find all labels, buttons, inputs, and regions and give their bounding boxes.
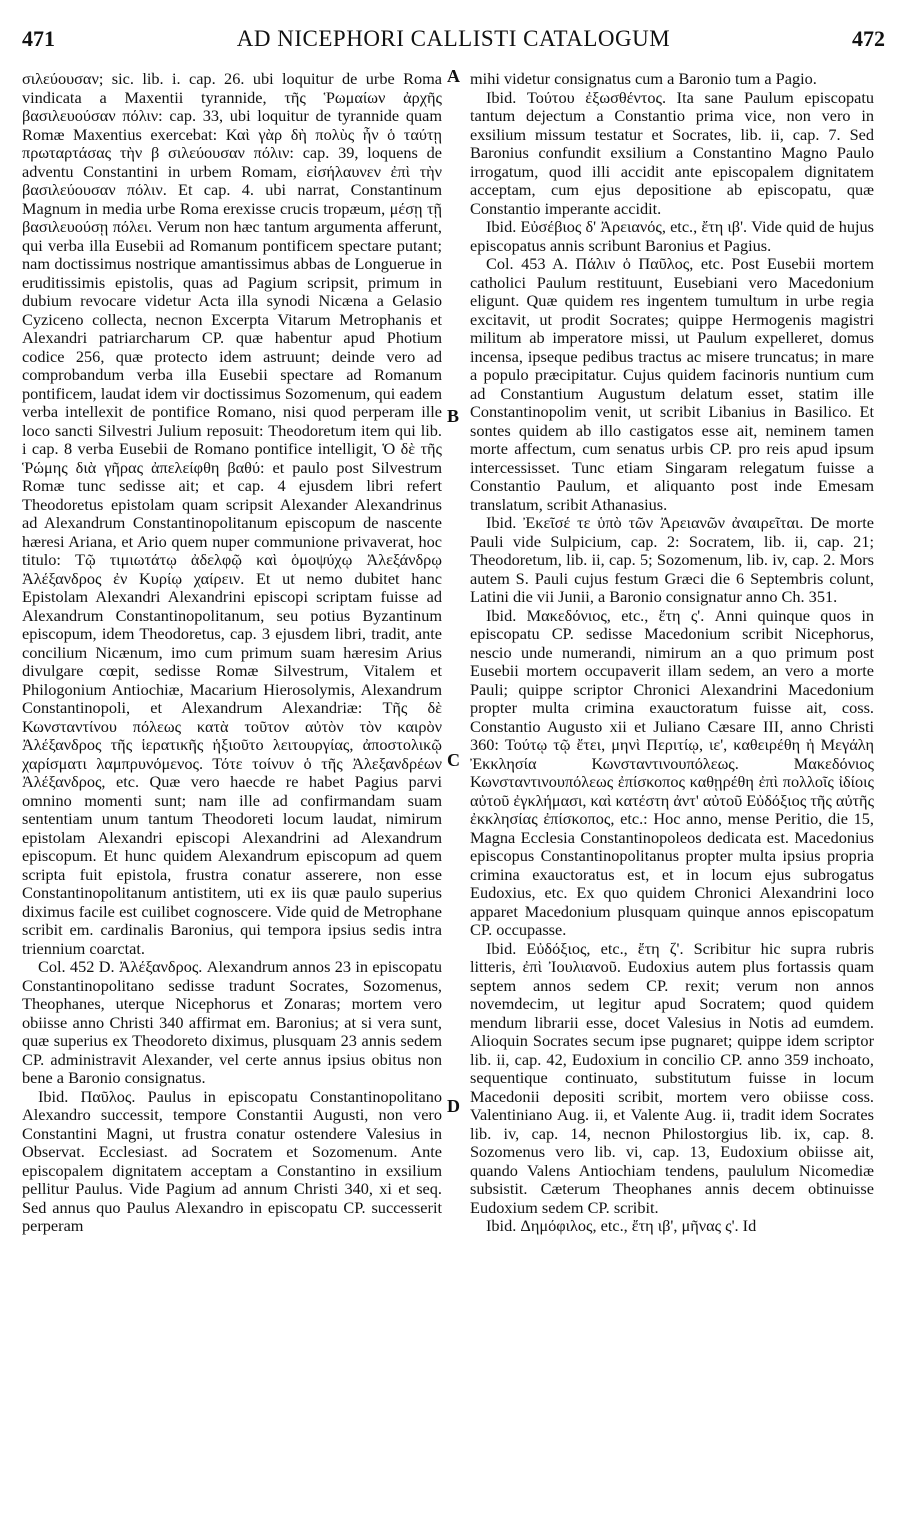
left-paragraph: σιλεύουσαν; sic. lib. i. cap. 26. ubi loquitur de urbe Roma vindicata a Maxentii tyrannide, τῆς Ῥωμαίων ἀρχῆς βασιλευούσαν πόλιν: cap. 33, ubi loquitur de tyrannide quam Romæ Maxentius exercebat: Καὶ γὰρ δὴ πολὺς ἦν ὁ ταύτῃ πρωταρτάσας τὴν β σιλεύουσαν πόλιν: cap. 39, loquens de adventu Constantini in urbem Romam, εἰσήλαυνεν ἐπὶ τὴν βασιλεύουσαν πόλιν. Et cap. 4. ubi narrat, Constantinum Magnum in media urbe Roma erexisse crucis tropæum, μέσῃ τῇ βασιλευούσῃ πόλει. Verum non hæc tantum argumenta afferunt, qui verba illa Eusebii ad Romanum pontificem spectare putant; nam doctissimus nostrique amantissimus abbas de Longuerue in eruditissimis epistolis, quas ad Pagium scripsit, primum in dubium revocare videtur Acta illa synodi Nicæna a Gelasio Cyziceno collecta, necnon Excerpta Vitarum Metrophanis et Alexandri patriarcharum CP. quæ habentur apud Photium codice 256, quæ protecto idem astruunt; deinde vero ad comprobandum verba illa Eusebii spectare ad Romanum pontificem, laudat idem vir doctissimus Sozomenum, qui eadem verba intellexit de pontifice Romano, nisi quod perperam ille loco sancti Silvestri Julium reposuit: Theodoretum item qui lib. i cap. 8 verba Eusebii de Romano pontifice intelligit, Ὁ δὲ τῆς Ῥώμης διὰ γῆρας ἀπελείφθη βαθύ: et paulo post Silvestrum Romæ tunc sedisse ait; et cap. 4 ejusdem libri refert Theodoretus epistolam quam scripsit Alexander Alexandrinus ad Alexandrum Constantinopolitanum episcopum de nascente hæresi Ariana, et Ario quem nuper communione privaverat, hoc titulo: Τῷ τιμιωτάτῳ ἀδελφῷ καὶ ὁμοψύχῳ Ἀλεξάνδρῳ Ἀλέξανδρος ἐν Κυρίῳ χαίρειν. Et ut nemo dubitet hanc Epistolam Alexandri Alexandrini episcopi scriptam fuisse ad Alexandrum Constantinopolitanum, seu potius Byzantinum episcopum, idem Theodoretus, cap. 3 ejusdem libri, tradit, ante concilium Nicænum, imo cum primum suam hæresim Arius divulgare cœpit, sedisse Romæ Silvestrum, Vitalem et Philogonium Antiochiæ, Macarium Hierosolymis, Alexandrum Constantinopoli, et Alexandrum Alexandriæ: Τῆς δὲ Κωνσταντίνου πόλεως κατὰ τοῦτον αὐτὸν τὸν καιρὸν Ἀλέξανδρος τῆς ἱερατικῆς ἡξιοῦτο λειτουργίας, ἀποστολικῷ χαρίσματι λαμπρυνόμενος. Τότε τοίνυν ὁ τῆς Ἀλεξανδρέων Ἀλέξανδρος, etc. Quæ vero haecde re habet Pagius parvi omnino momenti sunt; nam ille ad confirmandam suam sententiam unum tantum Theodoreti locum laudat, nimirum epistolam Alexandri episcopi Alexandrini ad Alexandrum episcopum. Et hunc quidem Alexandrum episcopum ad quem scripta fuit epistola, frustra conatur asserere, non esse Constantinopolitanum antistitem, uti ex iis quæ paulo superius diximus facile est cuilibet cognoscere. Vide quid de Metrophane scribit em. cardinalis Baronius, qui tempora ipsius sedis intra triennium coarctat. — [22, 69, 442, 958]
section-marker-d: D — [447, 1096, 460, 1116]
page-number-right: 472 — [852, 26, 885, 51]
section-markers — [445, 0, 467, 1540]
right-paragraph: Ibid. Δημόφιλος, etc., ἔτη ιβ', μῆνας ς'. Id — [486, 1216, 757, 1235]
running-title: AD NICEPHORI CALLISTI CATALOGUM — [236, 26, 671, 51]
right-paragraph: Ibid. Εὐδόξιος, etc., ἔτη ζ'. Scribitur hic supra rubris litteris, ἐπὶ Ἰουλιανοῦ. Eudoxius autem plus fortassis quam septem annos sedem CP. rexit; verum non annos novemdecim, ut legitur apud Socratem; quod quidem mendum librarii esse, docet Valesius in Notis ad eumdem. Alioquin Socrates secum ipse pugnaret; quippe idem scriptor lib. ii, cap. 42, Eudoxium in concilio CP. anno 359 inchoato, sequentique continuato, substitutum fuisse in locum Macedonii depositi scribit, mortem vero obiisse coss. Valentiniano Aug. ii, et Valente Aug. ii, tradit idem Socrates lib. iv, cap. 14, necnon Philostorgius lib. ix, cap. 8. Sozomenus vero lib. vi, cap. 13, Eudoxium obiisse ait, quando Valens Antiochiam tendens, paululum Nicomediæ subsistit. Cæterum Theophanes annis decem obtinuisse Eudoxium sedem CP. scribit. — [470, 938, 874, 1217]
left-paragraph: Ibid. Παῦλος. Paulus in episcopatu Constantinopolitano Alexandro successit, tempore Constantii Augusti, non vero Constantini Magni, ut frustra conatur ostendere Valesius in Observat. Ecclesiast. ad Socratem et Sozomenum. Ante episcopalem dignitatem acceptam a Constantino in exsilium pellitur Paulus. Vide Pagium ad annum Christi 340, xi et seq. Sed annus quo Paulus Alexandro in episcopatu CP. successerit perperam — [22, 1086, 442, 1235]
right-paragraph: mihi videtur consignatus cum a Baronio tum a Pagio. — [470, 69, 817, 88]
section-marker-c: C — [447, 750, 460, 770]
left-paragraph: Col. 452 D. Ἀλέξανδρος. Alexandrum annos 23 in episcopatu Constantinopolitano sedisse tradunt Socrates, Sozomenus, Theophanes, uterque Nicephorus et Zonaras; mortem vero obiisse anno Christi 340 affirmat em. Baronius; at si vera sunt, quæ superius ex Theodoreto diximus, plusquam 23 annis sedem CP. administravit Alexander, vel certe annus ipsius obitus non bene a Baronio consignatus. — [22, 957, 442, 1087]
section-marker-b: B — [447, 406, 460, 426]
right-paragraph: Ibid. Εὐσέβιος δ' Ἀρειανός, etc., ἔτη ιβ'. Vide quid de hujus episcopatus annis scribunt Baronius et Pagius. — [470, 217, 874, 255]
section-marker-a: A — [447, 66, 460, 86]
right-column — [470, 70, 874, 1236]
right-paragraph: Ibid. Ἐκεῖσέ τε ὑπὸ τῶν Ἀρειανῶν ἀναιρεῖται. De morte Pauli vide Sulpicium, cap. 2: Socratem, lib. ii, cap. 21; Theodoretum, lib. ii, cap. 5; Sozomenum, lib. iv, cap. 2. Mors autem S. Pauli cujus festum Græci die 6 Septembris colunt, Latini die vii Junii, a Baronio consignatur anno Ch. 351. — [470, 513, 874, 606]
right-paragraph: Ibid. Μακεδόνιος, etc., ἔτη ς'. Anni quinque quos in episcopatu CP. sedisse Macedonium scribit Nicephorus, nescio unde numerandi, nimirum an a quo primum post Eusebii mortem occupaverit illam sedem, an vero a morte Pauli; quippe scriptor Chronici Alexandrini Macedonium propter multa crimina exauctoratum fuisse ait, coss. Constantio Augusto xii et Juliano Cæsare III, anno Christi 360: Τούτῳ τῷ ἔτει, μηνὶ Περιτίῳ, ιε', καθειρέθη ἡ Μεγάλη Ἐκκλησία Κωνσταντινουπόλεως. Μακεδόνιος Κωνσταντινουπόλεως ἐπίσκοπος καθῃρέθη ἐπὶ πολλοῖς ἰδίοις αὐτοῦ ἐγκλήμασι, καὶ κατέστη ἀντ' αὐτοῦ Εὐδόξιος τῆς αὐτῆς ἐκκλησίας ἐπίσκοπος, etc.: Hoc anno, mense Peritio, die 15, Magna Ecclesia Constantinopoleos dedicata est. Macedonius episcopus Constantinopolitanus propter multa ipsius propria crimina exauctoratus est, et in locum ejus subrogatus Eudoxius, etc. Ex quo quidem Chronici Alexandrini loco apparet Macedonium plusquam quinque annos episcopatum CP. occupasse. — [470, 605, 875, 939]
right-paragraph: Ibid. Τούτου ἐξωσθέντος. Ita sane Paulum episcopatu tantum dejectum a Constantio prima vice, non vero in exsilium missum testatur et Socrates, lib. ii, cap. 7. Sed Baronius confundit exsilium a Constantino Magno Paulo irrogatum, quod illi accidit ante episcopalem dignitatem acceptam, cum ejus depositione ab episcopatu, quæ Constantio imperante accidit. — [470, 87, 874, 218]
right-paragraph: Col. 453 A. Πάλιν ὁ Παῦλος, etc. Post Eusebii mortem catholici Paulum restituunt, Eusebiani vero Macedonium eligunt. Quæ quidem res ingentem tumultum in urbe regia excitavit, ut prodit Socrates; quippe Hermogenis magistri militum ab imperatore missi, ut Paulum expelleret, domus incensa, ipseque pedibus tractus ac misere truncatus; in mare a populo præcipitatur. Cujus quidem facinoris nuntium cum ad Constantium Augustum delatum esset, statim ille Constantinopolim venit, ut scribit Libanius in Basilico. Et sontes quidem ab illo castigatos esse ait, neminem tamen morte affectum, cum senatus urbis CP. pro reis apud ipsum intercessisset. Tunc etiam Singaram relegatum fuisse a Constantio Paulum, et aliquanto post inde Emesam translatum, scribit Athanasius. — [470, 254, 874, 514]
page-number-left: 471 — [22, 26, 55, 51]
left-column — [22, 70, 442, 1236]
